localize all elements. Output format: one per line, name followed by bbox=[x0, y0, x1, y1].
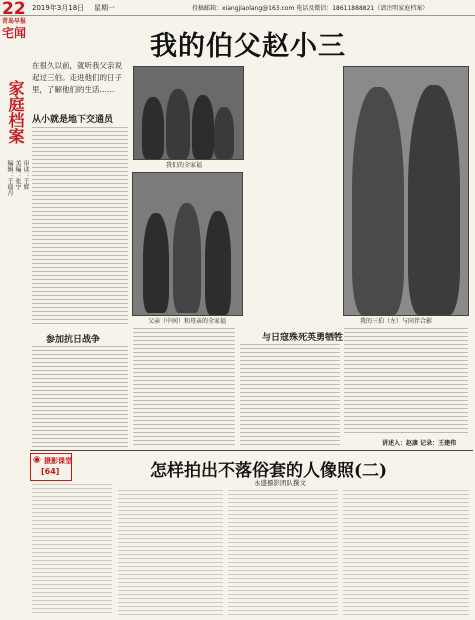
body-text-col3 bbox=[240, 344, 340, 446]
subheading-3-text: 与日寇殊死英勇牺牲 bbox=[262, 333, 344, 343]
article-lead: 在很久以前，就听我父亲说起过三伯。走进他们的日子里，了解他们的生活…… bbox=[32, 61, 122, 94]
article2-byline: 永盛摄影团队撰文 bbox=[254, 479, 306, 487]
contact-info: 投稿邮箱：xiangjiaolang@163.com 电话及微信：18611888821（请注明家庭档案） bbox=[192, 5, 429, 12]
article2-body-col3 bbox=[228, 490, 338, 616]
series-name: 摄影课堂 bbox=[44, 457, 72, 465]
subheading-3 bbox=[262, 330, 343, 343]
body-text-col1b bbox=[32, 346, 128, 448]
date: 2019年3月18日 bbox=[32, 4, 85, 12]
article2-title: 怎样拍出不落俗套的人像照(二) bbox=[150, 461, 388, 481]
photo-lesson-badge bbox=[30, 453, 72, 481]
subheading-2-text: 参加抗日战争 bbox=[46, 335, 101, 345]
subheading-2 bbox=[46, 332, 100, 345]
header-bar bbox=[0, 0, 475, 19]
subheading-1-text: 从小就是地下交通员 bbox=[32, 115, 114, 125]
article-byline: 讲述人：赵康 记录：王建伟 bbox=[382, 440, 457, 447]
article-title: 我的伯父赵小三 bbox=[150, 31, 346, 62]
column-title: 家庭档案 bbox=[6, 80, 25, 144]
body-text-col1a bbox=[32, 127, 128, 327]
body-text-col2 bbox=[133, 328, 235, 446]
article2-body-col2 bbox=[118, 490, 223, 616]
body-text-col4 bbox=[344, 328, 468, 434]
family-photo bbox=[133, 66, 244, 160]
column-proof: 美编：张宁 bbox=[14, 160, 21, 190]
column-checker: 审读：王辉 bbox=[22, 160, 29, 190]
article2-body-col1 bbox=[32, 484, 112, 616]
camera-icon: ◉ bbox=[33, 455, 41, 465]
uncle-photo bbox=[343, 66, 469, 316]
paper-logo bbox=[2, 16, 28, 46]
column-editor: 编辑：王瑞丹 bbox=[6, 160, 13, 196]
parents-photo bbox=[132, 172, 243, 316]
paper-name-big: 宅闻 bbox=[2, 26, 27, 40]
section-divider bbox=[30, 450, 473, 451]
paper-name-small: 青岛早报 bbox=[2, 18, 27, 25]
page-number: 22 bbox=[2, 0, 26, 19]
series-number: [64] bbox=[41, 467, 60, 476]
weekday: 星期一 bbox=[94, 4, 115, 12]
photo-caption-2: 父亲（中间）和母亲的全家福 bbox=[148, 318, 227, 325]
subheading-1 bbox=[32, 112, 113, 125]
article2-body-col4 bbox=[343, 490, 469, 616]
photo-caption-1: 我们的全家福 bbox=[166, 162, 203, 169]
photo-caption-3: 我的三伯（左）与同伴合影 bbox=[360, 318, 433, 325]
